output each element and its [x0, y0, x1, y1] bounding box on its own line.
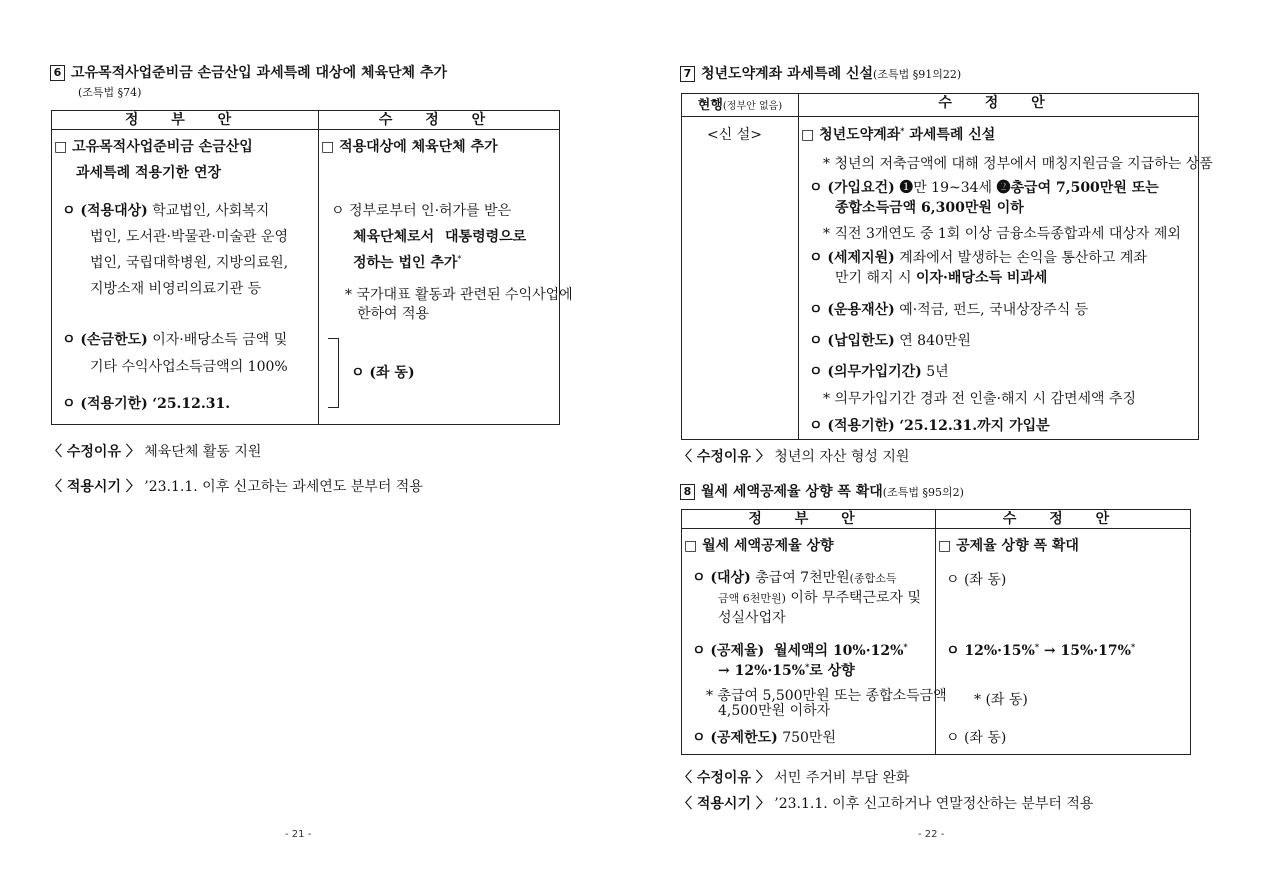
bracket: [328, 338, 339, 408]
page-number-right: - 22 -: [918, 829, 945, 840]
deadline-label: ㅇ (적용기한): [62, 396, 148, 412]
section-number: 8: [680, 484, 695, 500]
modified-proposal-cell: □ 공제율 상향 폭 확대 ㅇ (좌 동) ㅇ 12%·15%* → 15%·17%* * (좌 동) ㅇ (좌 동): [938, 538, 1136, 746]
same-as-left: ㅇ (좌 동): [351, 365, 415, 381]
mod-heading: □ 적용대상에 체육단체 추가: [321, 139, 498, 155]
law-reference: (조특법 §74): [78, 86, 142, 99]
right-top-reason: 〈 수정이유 〉 청년의 자산 형성 지원: [678, 449, 910, 465]
section-7-title: 7 청년도약계좌 과세특례 신설(조특법 §91의22): [680, 63, 961, 83]
column-header-modified: 수 정 안: [936, 510, 1191, 529]
section-6-title: 6 고유목적사업준비금 손금산입 과세특례 대상에 체육단체 추가: [50, 62, 447, 82]
modified-proposal-cell: □ 적용대상에 체육단체 추가 ㅇ 정부로부터 인·허가를 받은 체육단체로서 대통령령으로 정하는 법인 추가* * 국가대표 활동과 관련된 수익사업에 한하여 적용 ㅇ (좌 동): [319, 130, 559, 424]
right-top-table: [681, 93, 1213, 440]
page-number-left: - 21 -: [285, 829, 312, 840]
new-label: <신 설>: [707, 127, 762, 143]
current-cell: [682, 117, 798, 439]
limit-label: ㅇ (손금한도): [62, 332, 148, 348]
right-bottom-reason: 〈 수정이유 〉 서민 주거비 부담 완화: [678, 770, 910, 786]
right-bottom-timing: 〈 적용시기 〉 ’23.1.1. 이후 신고하거나 연말정산하는 분부터 적용: [678, 796, 1094, 812]
section-8-title: 8 월세 세액공제율 상향 폭 확대(조특법 §95의2): [680, 481, 964, 501]
government-proposal-cell: □ 고유목적사업준비금 손금산입 과세특례 적용기한 연장 ㅇ (적용대상) 학교법인, 사회복지 법인, 도서관·박물관·미술관 운영 법인, 국립대학병원, 지방의료원, 지방소재 비영리의료기관 등 ㅇ (손금한도) 이자·배당소득 금액 및 기타 수익사업소득금액의 100% ㅇ (적용기한) ‘25.12.31.: [52, 130, 318, 424]
modified-cell: □ 청년도약계좌* 과세특례 신설 * 청년의 저축금액에 대해 정부에서 매칭지원금을 지급하는 상품 ㅇ (가입요건) ❶만 19~34세 ❷총급여 7,500만원 또는 종합소득금액 6,300만원 이하 * 직전 3개연도 중 1회 이상 금융소득종합과세 대상자 제외 ㅇ (세제지원) 계좌에서 발생하는 손익을 통산하고 계좌 만기 해지 시 이자·배당소득 비과세 ㅇ (운용재산) 예·적금, 펀드, 국내상장주식 등 ㅇ (납입한도) 연 840만원 ㅇ (의무가입기간) 5년 * 의무가입기간 경과 전 인출·해지 시 감면세액 추징 ㅇ (적용기한) ‘25.12.31.까지 가입분: [801, 125, 1213, 434]
left-timing: 〈 적용시기 〉 ’23.1.1. 이후 신고하는 과세연도 분부터 적용: [48, 479, 423, 495]
gov-heading-1: □ 고유목적사업준비금 손금산입: [54, 139, 253, 155]
column-header-government: 정 부 안: [52, 111, 319, 130]
section-number: 7: [680, 66, 695, 82]
column-header-modified: 수 정 안: [799, 94, 1199, 117]
left-reason: 〈 수정이유 〉 체육단체 활동 지원: [48, 444, 262, 460]
section-number: 6: [50, 65, 65, 81]
government-proposal-cell: □ 월세 세액공제율 상향 ㅇ (대상) 총급여 7천만원(종합소득 금액 6천만원) 이하 무주택근로자 및 성실사업자 ㅇ (공제율) 월세액의 10%·12%* → 12%·15%*로 상향 * 총급여 5,500만원 또는 종합소득금액 4,500만원 이하자 ㅇ (공제한도) 750만원: [684, 538, 947, 746]
column-header-modified: 수 정 안: [319, 111, 560, 130]
column-header-current: 현행(정부안 없음): [682, 94, 799, 117]
column-header-government: 정 부 안: [682, 510, 936, 529]
target-label: ㅇ (적용대상): [62, 203, 148, 219]
right-bottom-table: [681, 509, 1191, 755]
gov-heading-2: 과세특례 적용기한 연장: [76, 165, 221, 181]
left-comparison-table: [51, 110, 573, 425]
